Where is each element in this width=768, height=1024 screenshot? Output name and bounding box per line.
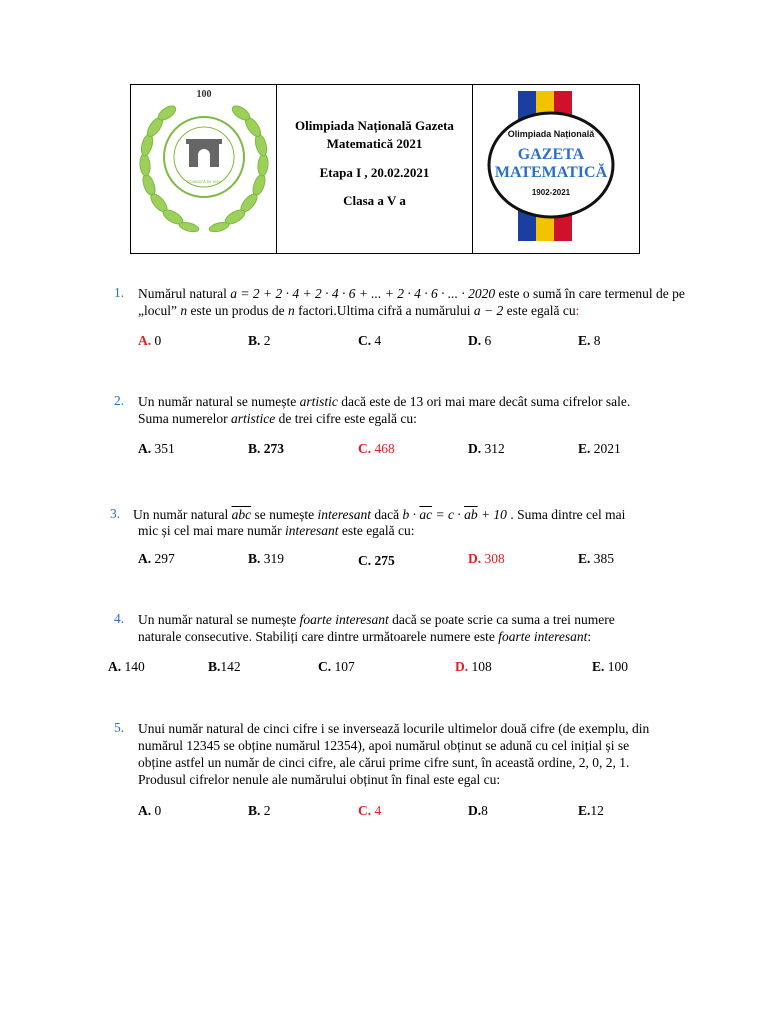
- text-segment: este o sumă în care termenul de pe: [495, 286, 685, 301]
- problem-text-line: [138, 628, 591, 645]
- answer-option[interactable]: [578, 551, 614, 567]
- answer-option[interactable]: [468, 441, 505, 457]
- answer-row: [0, 803, 768, 821]
- text-segment: de trei cifre este egală cu:: [275, 411, 417, 426]
- stage-date: Etapa I , 20.02.2021: [319, 165, 430, 180]
- text-segment: dacă se poate scrie ca suma a trei numere: [388, 612, 615, 627]
- grade-label: Clasa a V a: [343, 193, 406, 208]
- answer-letter: A.: [108, 659, 122, 674]
- answer-value: 2: [263, 803, 271, 818]
- text-segment: este un produs de: [187, 303, 288, 318]
- problem-text-line: Unui număr natural de cinci cifre i se inversează locurile ultimelor două cifre (de exemplu, din: [138, 721, 650, 736]
- text-segment: este egală cu: [503, 303, 576, 318]
- overlined-number: $\overline{abc}$: [231, 507, 252, 522]
- answer-value: 308: [484, 551, 505, 566]
- answer-letter: C.: [358, 441, 372, 456]
- text-segment: . Suma dintre cel mai: [506, 507, 626, 522]
- answer-value: 312: [484, 441, 505, 456]
- answer-value: 2021: [593, 441, 621, 456]
- title-cell: [277, 85, 473, 253]
- answer-value: 273: [263, 441, 285, 456]
- answer-letter: E.: [578, 333, 591, 348]
- logo-100-label: 100: [196, 89, 212, 100]
- italic-term: artistice: [230, 411, 276, 426]
- answer-value: 0: [154, 803, 162, 818]
- problem-text-line: [138, 393, 630, 410]
- italic-term: foarte interesant: [299, 612, 389, 627]
- header-table: [130, 84, 640, 254]
- problem-text-line: [138, 302, 579, 319]
- answer-option[interactable]: [578, 333, 601, 349]
- answer-letter: D.: [455, 659, 469, 674]
- answer-value: 142: [220, 659, 241, 674]
- math-formula: a = 2 + 2 · 4 + 2 · 4 · 6 + ... + 2 · 4 · 6 · ... · 2020: [230, 286, 496, 301]
- problem-text-line: obține astfel un număr de cinci cifre, ale cărui prime cifre sunt, în această ordine, 2, 0, 2, 1.: [138, 755, 630, 770]
- left-logo-cell: [131, 85, 277, 253]
- answer-letter: A.: [138, 441, 152, 456]
- answer-option[interactable]: [138, 803, 161, 819]
- answer-letter: D.: [468, 441, 482, 456]
- answer-option[interactable]: [318, 659, 355, 675]
- problem-number: 4.: [114, 611, 125, 626]
- answer-value: 319: [263, 551, 285, 566]
- answer-letter: C.: [318, 659, 332, 674]
- answer-option[interactable]: [248, 333, 271, 349]
- answer-option[interactable]: [358, 441, 395, 457]
- problem-text-line: [138, 285, 685, 302]
- text-segment: :: [575, 303, 580, 318]
- overlined-number: $\overline{ac}$: [419, 507, 433, 522]
- answer-letter: B.: [248, 441, 261, 456]
- answer-option[interactable]: [248, 441, 284, 457]
- gazeta-matematica-logo: [473, 85, 639, 253]
- answer-value: 140: [124, 659, 145, 674]
- answer-value: 108: [471, 659, 492, 674]
- math-variable: n: [180, 303, 188, 318]
- italic-term: interesant: [317, 507, 371, 522]
- answer-option[interactable]: [455, 659, 492, 675]
- answer-option[interactable]: [578, 803, 604, 819]
- answer-letter: B.: [248, 803, 261, 818]
- answer-value: 12: [590, 803, 604, 818]
- text-segment: factori.Ultima cifră a numărului: [294, 303, 474, 318]
- answer-option[interactable]: [138, 551, 175, 567]
- answer-row: [0, 551, 768, 569]
- answer-option[interactable]: [208, 659, 241, 675]
- problem-text-line: Produsul cifrelor nenule ale numărului obținut în final este egal cu:: [138, 772, 501, 787]
- answer-option[interactable]: [248, 803, 271, 819]
- text-segment: dacă este de 13 ori mai mare decât suma cifrelor sale.: [337, 394, 631, 409]
- logo-word-gazeta: GAZETA: [517, 146, 585, 163]
- problem-number: 3.: [110, 506, 121, 521]
- answer-value: 0: [154, 333, 162, 348]
- answer-option[interactable]: [248, 551, 284, 567]
- answer-option[interactable]: [358, 803, 381, 819]
- math-variable: n: [287, 303, 295, 318]
- answer-value: 385: [593, 551, 615, 566]
- text-segment: Suma numerelor: [138, 411, 231, 426]
- logo-top-text: Olimpiada Națională: [507, 129, 595, 139]
- text-segment: Un număr natural se numește: [138, 612, 300, 627]
- answer-value: 351: [154, 441, 175, 456]
- math-formula: = c ·: [432, 507, 465, 522]
- answer-option[interactable]: [468, 803, 488, 819]
- answer-letter: B.: [248, 551, 261, 566]
- logo-years: 1902-2021: [531, 188, 571, 197]
- answer-letter: A.: [138, 551, 152, 566]
- answer-letter: E.: [592, 659, 605, 674]
- text-segment: este egală cu:: [338, 523, 415, 538]
- text-segment: naturale consecutive. Stabiliți care dintre următoarele numere este: [138, 629, 499, 644]
- title-line2: Matematică 2021: [326, 136, 423, 151]
- text-segment: Numărul natural: [138, 286, 231, 301]
- problem-number: 2.: [114, 393, 125, 408]
- logo-word-matematica: MATEMATICĂ: [494, 164, 608, 181]
- answer-value: 4: [374, 333, 382, 348]
- text-segment: dacă: [370, 507, 403, 522]
- answer-letter: E.: [578, 551, 591, 566]
- text-segment: mic și cel mai mare număr: [138, 523, 285, 538]
- answer-option[interactable]: [468, 551, 505, 567]
- logo-bottom-label: FONDATĂ ÎN 1910: [187, 179, 221, 184]
- answer-value: 4: [374, 803, 382, 818]
- answer-option[interactable]: [592, 659, 628, 675]
- answer-option[interactable]: [138, 441, 175, 457]
- answer-value: 6: [484, 333, 492, 348]
- answer-letter: A.: [138, 333, 152, 348]
- answer-option[interactable]: [578, 441, 621, 457]
- italic-term: artistic: [299, 394, 338, 409]
- answer-letter: E.: [578, 803, 591, 818]
- answer-letter: A.: [138, 803, 152, 818]
- math-formula: b ·: [402, 507, 420, 522]
- text-segment: Un număr natural se numește: [138, 394, 300, 409]
- problem-text-line: [138, 410, 417, 427]
- answer-letter: B.: [208, 659, 221, 674]
- overlined-number: $\overline{ab}$: [464, 507, 478, 522]
- answer-row: [0, 659, 768, 677]
- answer-value: 468: [374, 441, 395, 456]
- answer-letter: B.: [248, 333, 261, 348]
- text-segment: Un număr natural: [133, 507, 232, 522]
- answer-value: 297: [154, 551, 175, 566]
- answer-letter: D.: [468, 333, 482, 348]
- answer-row: [0, 333, 768, 351]
- answer-letter: E.: [578, 441, 591, 456]
- problem-text-line: [138, 522, 415, 539]
- ssmr-laurel-logo: [131, 85, 277, 253]
- answer-letter: D.: [468, 803, 482, 818]
- answer-letter: C.: [358, 333, 372, 348]
- answer-option[interactable]: [138, 333, 161, 349]
- text-segment: :: [587, 629, 592, 644]
- math-formula: a − 2: [473, 303, 504, 318]
- answer-value: 2: [263, 333, 271, 348]
- problem-number: 1.: [114, 285, 125, 300]
- answer-option[interactable]: [108, 659, 145, 675]
- title-line1: Olimpiada Națională Gazeta: [295, 118, 454, 133]
- answer-row: [0, 441, 768, 459]
- italic-term: foarte interesant: [498, 629, 588, 644]
- problem-text-line: [133, 506, 625, 523]
- italic-term: interesant: [284, 523, 339, 538]
- text-segment: „locul”: [138, 303, 181, 318]
- text-segment: se numește: [251, 507, 318, 522]
- answer-letter: D.: [468, 551, 482, 566]
- answer-value: 8: [481, 803, 488, 818]
- problem-number: 5.: [114, 720, 125, 735]
- answer-letter: C.: [358, 553, 372, 568]
- answer-value: 8: [593, 333, 601, 348]
- math-formula: + 10: [477, 507, 507, 522]
- answer-value: 107: [334, 659, 355, 674]
- answer-value: 100: [607, 659, 629, 674]
- right-logo-cell: [473, 85, 639, 253]
- answer-option[interactable]: [358, 333, 381, 349]
- answer-option[interactable]: [468, 333, 491, 349]
- problem-text-line: numărul 12345 se obține numărul 12354), apoi numărul obținut se adună cu cel inițial și se: [138, 738, 630, 753]
- answer-letter: C.: [358, 803, 372, 818]
- answer-value: 275: [374, 553, 395, 568]
- answer-option[interactable]: [358, 553, 395, 569]
- problem-text-line: [138, 611, 615, 628]
